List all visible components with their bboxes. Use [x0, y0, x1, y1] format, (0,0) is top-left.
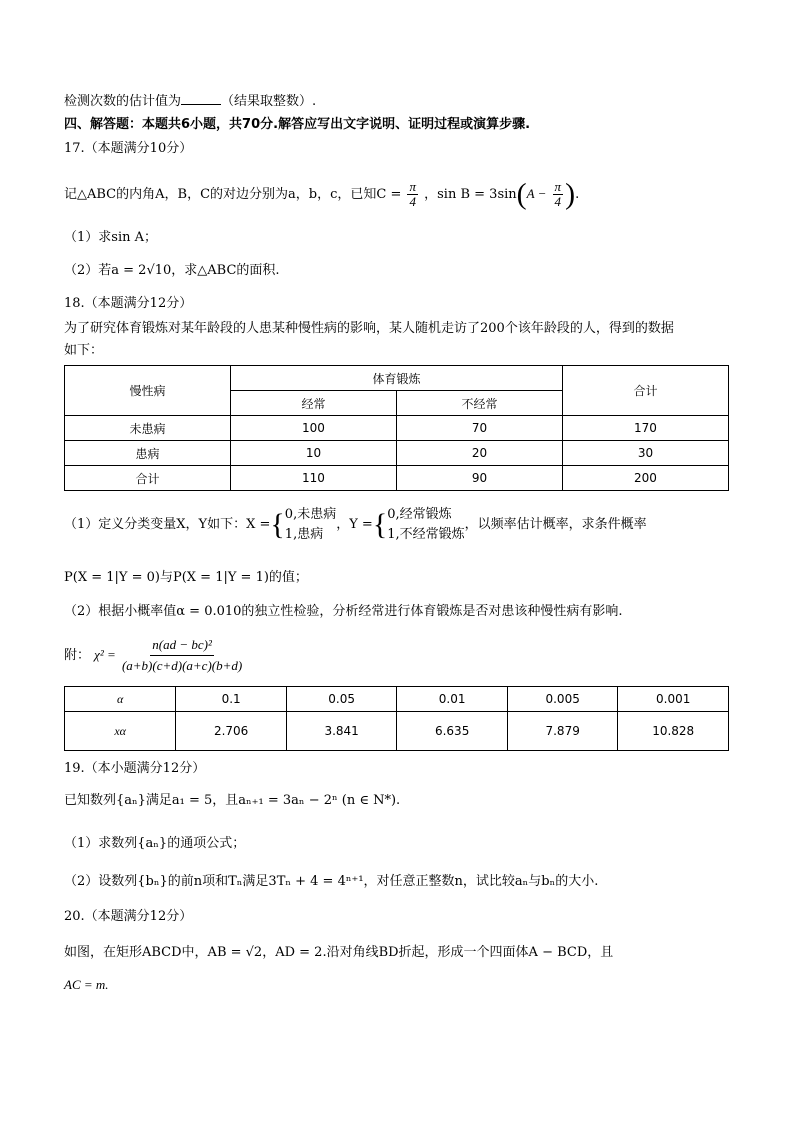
header-disease: 慢性病 — [65, 366, 231, 416]
cell-often: 110 — [230, 466, 396, 491]
table-row — [65, 441, 729, 466]
x-value: 2.706 — [176, 712, 287, 751]
q17-inner-fraction — [553, 180, 564, 209]
q20-heading: 20.（本题满分12分） — [64, 909, 193, 924]
q17-fraction-pi-over-4 — [407, 180, 418, 209]
section-four-heading: 四、解答题：本题共6小题，共70分.解答应写出文字说明、证明过程或演算步骤. — [64, 117, 531, 132]
x-value: 3.841 — [286, 712, 397, 751]
table-row — [65, 687, 729, 712]
frac-numerator: π — [554, 179, 562, 194]
left-paren: ( — [516, 177, 527, 211]
q17-part2: （2）若a = 2√10，求△ABC的面积. — [64, 263, 280, 278]
chi-square-lhs: χ² = — [94, 647, 116, 662]
right-paren: ) — [565, 177, 576, 211]
y-case-0: 0,经常锻炼 — [387, 506, 452, 522]
x-case-1: 1,患病 — [284, 526, 324, 542]
table-row — [65, 712, 729, 751]
formula-numerator: n(ad − bc)² — [150, 635, 214, 656]
alpha-value: 0.1 — [176, 687, 287, 712]
q17-heading: 17.（本题满分10分） — [64, 141, 193, 156]
q18-part1-line2: P(X = 1|Y = 0)与P(X = 1|Y = 1)的值； — [64, 570, 308, 585]
q17-part1: （1）求sin A； — [64, 230, 157, 245]
cell-total: 30 — [562, 441, 728, 466]
cell-not-often: 70 — [396, 416, 562, 441]
q19-stem: 已知数列{aₙ}满足a₁ = 5，且aₙ₊₁ = 3aₙ − 2ⁿ (n ∈ N*). — [64, 793, 401, 808]
q16-tail-text: 检测次数的估计值为 — [64, 94, 182, 109]
x-alpha-label: xα — [65, 712, 176, 751]
chi-square-fraction — [122, 635, 242, 676]
row-label: 未患病 — [65, 416, 231, 441]
q18-y-def: ，Y = — [336, 517, 373, 532]
q18-part1-tail: ，以频率估计概率，求条件概率 — [464, 517, 647, 532]
q18-part2: （2）根据小概率值α = 0.010的独立性检验，分析经常进行体育锻炼是否对患该种慢性病有影响. — [64, 604, 623, 619]
table-row — [65, 466, 729, 491]
frac-denominator: 4 — [554, 194, 562, 209]
q18-part1-text: （1）定义分类变量X，Y如下：X = — [64, 517, 271, 532]
left-brace: { — [372, 507, 388, 541]
q16-tail-note: （结果取整数）. — [221, 94, 317, 109]
table-row — [65, 416, 729, 441]
header-total: 合计 — [562, 366, 728, 416]
x-value: 10.828 — [618, 712, 729, 751]
q19-part2: （2）设数列{bₙ}的前n项和Tₙ满足3Tₙ + 4 = 4ⁿ⁺¹，对任意正整数n，试比较aₙ与bₙ的大小. — [64, 874, 599, 889]
cell-not-often: 90 — [396, 466, 562, 491]
alpha-label: α — [65, 687, 176, 712]
cell-total: 170 — [562, 416, 728, 441]
x-cases — [285, 505, 336, 545]
q19-heading: 19.（本小题满分12分） — [64, 761, 206, 776]
y-case-1: 1,不经常锻炼 — [387, 526, 465, 542]
q18-part1-line1 — [64, 503, 647, 547]
formula-denominator: (a+b)(c+d)(a+c)(b+d) — [121, 658, 243, 673]
q20-stem-line2: AC = m. — [64, 977, 109, 992]
period: . — [575, 187, 580, 202]
cell-often: 10 — [230, 441, 396, 466]
q17-sin-b-text: ，sin B = 3sin — [424, 187, 517, 202]
row-label: 合计 — [65, 466, 231, 491]
q17-stem-text: 记△ABC的内角A，B，C的对边分别为a，b，c，已知C = — [64, 187, 402, 202]
frac-numerator: π — [409, 179, 416, 194]
appendix-label: 附： — [64, 648, 91, 663]
frac-denominator: 4 — [409, 194, 416, 209]
critical-value-table — [64, 686, 729, 751]
cell-total: 200 — [562, 466, 728, 491]
alpha-value: 0.001 — [618, 687, 729, 712]
x-case-0: 0,未患病 — [284, 506, 337, 522]
q17-stem — [64, 176, 579, 213]
answer-blank[interactable] — [181, 92, 221, 105]
header-exercise: 体育锻炼 — [230, 366, 562, 391]
q20-stem-line1: 如图，在矩形ABCD中，AB = √2，AD = 2.沿对角线BD折起，形成一个四面体A − BCD，且 — [64, 945, 614, 960]
q16-tail-line — [64, 92, 316, 111]
header-often: 经常 — [230, 391, 396, 416]
x-value: 6.635 — [397, 712, 508, 751]
exercise-disease-table — [64, 365, 729, 491]
left-brace: { — [270, 507, 285, 541]
q18-stem-line1: 为了研究体育锻炼对某年龄段的人患某种慢性病的影响，某人随机走访了200个该年龄段的人，得到的数据 — [64, 321, 674, 336]
row-label: 患病 — [65, 441, 231, 466]
q18-heading: 18.（本题满分12分） — [64, 296, 193, 311]
q19-part1: （1）求数列{aₙ}的通项公式； — [64, 836, 246, 851]
alpha-value: 0.005 — [507, 687, 618, 712]
x-value: 7.879 — [507, 712, 618, 751]
q17-inner-expression: A − — [526, 186, 547, 201]
cell-often: 100 — [230, 416, 396, 441]
y-cases — [387, 505, 464, 545]
header-not-often: 不经常 — [396, 391, 562, 416]
q18-appendix — [64, 633, 244, 678]
alpha-value: 0.05 — [286, 687, 397, 712]
cell-not-often: 20 — [396, 441, 562, 466]
alpha-value: 0.01 — [397, 687, 508, 712]
q18-stem-line2: 如下： — [64, 343, 104, 358]
